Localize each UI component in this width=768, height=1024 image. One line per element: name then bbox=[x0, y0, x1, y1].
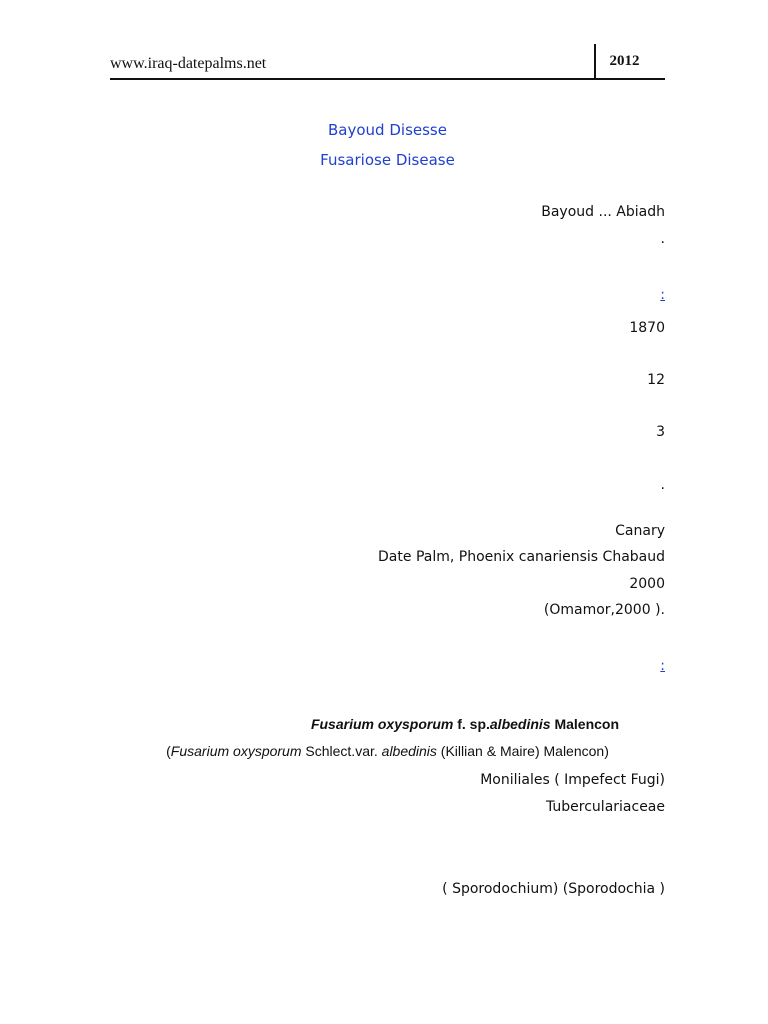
intro-line-1: Bayoud ... Abiadh bbox=[541, 204, 665, 220]
distribution-line-3: 12 bbox=[647, 372, 665, 388]
canary-line-1: Canary bbox=[615, 523, 665, 539]
intro-line-2: . bbox=[660, 231, 665, 247]
latin-forma-specialis: f. sp. bbox=[453, 716, 490, 732]
latin-albedinis-2: albedinis bbox=[381, 743, 437, 759]
latin-name-line-2 bbox=[110, 742, 665, 760]
distribution-line-5: 3 bbox=[656, 424, 665, 440]
latin-author: Malencon bbox=[550, 716, 620, 732]
latin-var: Schlect.var. bbox=[301, 743, 382, 759]
cause-line-6: ( Sporodochia) (Sporodochium ) bbox=[442, 881, 665, 897]
latin-genus-species-2: Fusarium oxysporum bbox=[170, 743, 302, 759]
header-rule bbox=[110, 78, 665, 80]
header-divider bbox=[594, 44, 596, 80]
disease-title-english-1: Bayoud Disesse bbox=[328, 121, 447, 139]
cause-heading: : bbox=[660, 658, 665, 674]
latin-open-paren: ( bbox=[166, 743, 171, 759]
distribution-line-7: . bbox=[660, 477, 665, 493]
distribution-line-1: 1870 bbox=[629, 320, 665, 336]
latin-albedinis: albedinis bbox=[489, 716, 551, 732]
canary-line-2: Date Palm, Phoenix canariensis Chabaud bbox=[378, 549, 665, 565]
site-url: www.iraq-datepalms.net bbox=[110, 55, 267, 72]
latin-genus-species: Fusarium oxysporum bbox=[310, 716, 454, 732]
latin-rest: (Killian & Maire) Malencon) bbox=[436, 743, 609, 759]
cause-line-2: Moniliales ( Impefect Fugi) bbox=[480, 772, 665, 788]
distribution-heading: : bbox=[660, 287, 665, 303]
header-year: 2012 bbox=[609, 53, 640, 69]
cause-line-3: Tuberculariaceae bbox=[545, 799, 665, 815]
latin-name-line-1 bbox=[300, 715, 630, 733]
canary-line-4: .( Omamor,2000) bbox=[543, 602, 665, 618]
canary-line-3: 2000 bbox=[629, 576, 665, 592]
page-header bbox=[110, 44, 665, 82]
disease-title-line-1 bbox=[110, 121, 665, 139]
disease-title-english-2: Fusariose Disease bbox=[320, 151, 455, 169]
disease-title-line-2 bbox=[110, 151, 665, 169]
